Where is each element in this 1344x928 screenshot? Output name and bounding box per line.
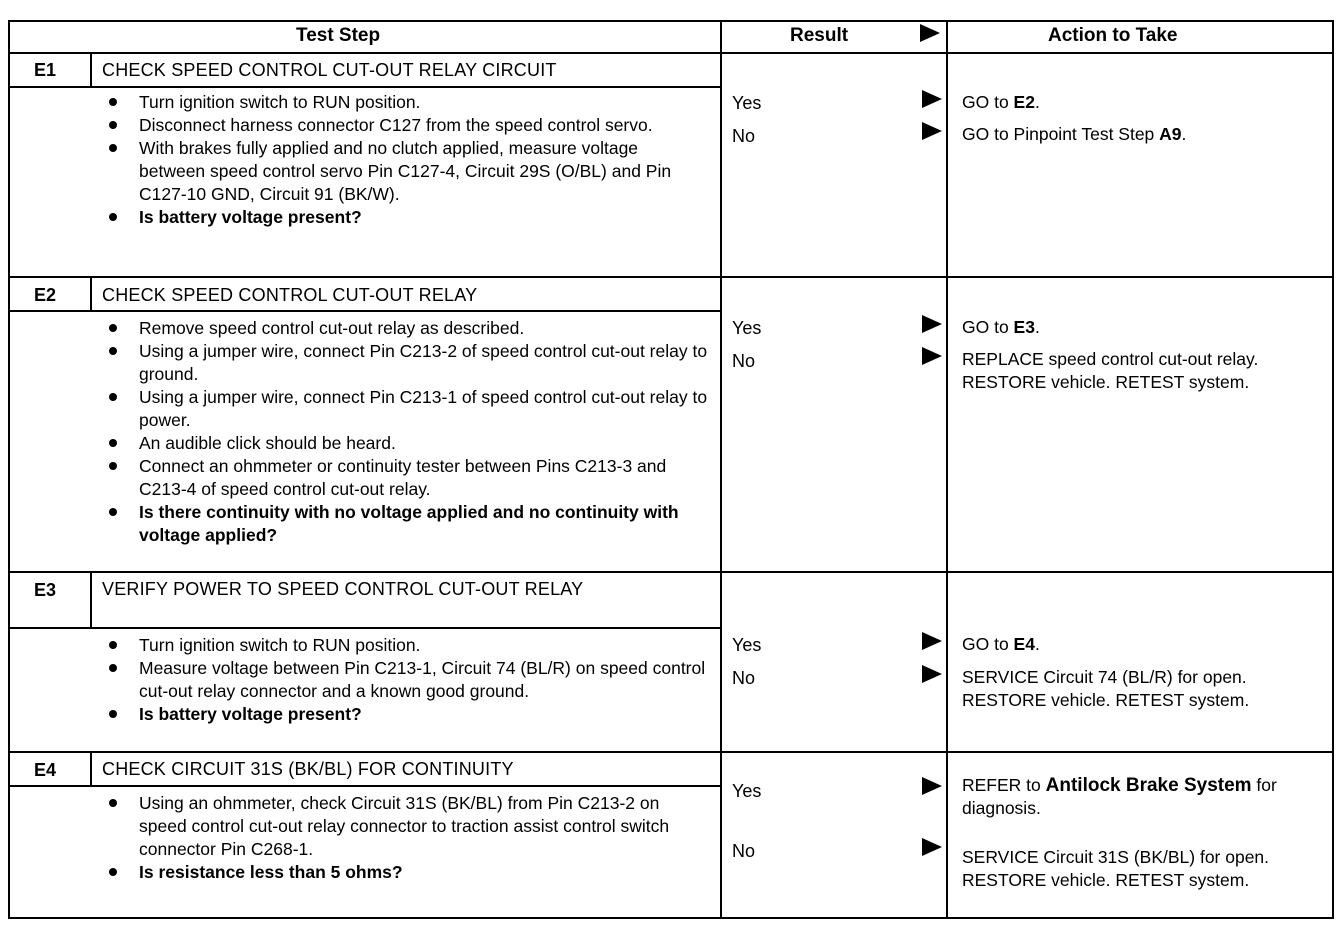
e2-title-underline [8, 310, 722, 312]
header-action: Action to Take [1048, 25, 1178, 46]
instruction-item: Remove speed control cut-out relay as described. [103, 317, 708, 340]
e3-id-divider [90, 571, 92, 629]
result-arrow-icon [922, 632, 942, 650]
action-text: GO to E3. [962, 317, 1040, 337]
e2-bottom-border [8, 571, 1334, 573]
e3-title-underline [8, 627, 722, 629]
step-instructions [103, 634, 708, 726]
instruction-item: Turn ignition switch to RUN position. [103, 91, 708, 114]
instruction-item: Turn ignition switch to RUN position. [103, 634, 708, 657]
result-arrow-icon [922, 90, 942, 108]
instruction-question: Is battery voltage present? [103, 206, 708, 229]
header-test-step: Test Step [296, 25, 381, 46]
instruction-question: Is battery voltage present? [103, 703, 708, 726]
action-text: REPLACE speed control cut-out relay. RESTORE vehicle. RETEST system. [962, 349, 1259, 392]
e3-bottom-border [8, 751, 1334, 753]
diagnostic-table [8, 20, 1334, 919]
step-id: E4 [34, 760, 57, 780]
instruction-item: Disconnect harness connector C127 from the speed control servo. [103, 114, 708, 137]
action-text: SERVICE Circuit 74 (BL/R) for open. RESTORE vehicle. RETEST system. [962, 667, 1250, 710]
result-yes: Yes [732, 93, 762, 113]
action-text: GO to E4. [962, 634, 1040, 654]
instruction-item: Using an ohmmeter, check Circuit 31S (BK/BL) from Pin C213-2 on speed control cut-out relay connector to traction assist control switch connector Pin C268-1. [103, 792, 708, 861]
e1-title-underline [8, 86, 722, 88]
result-arrow-icon [922, 315, 942, 333]
step-title: CHECK SPEED CONTROL CUT-OUT RELAY [102, 285, 478, 305]
instruction-item: Using a jumper wire, connect Pin C213-1 of speed control cut-out relay to power. [103, 386, 708, 432]
result-no: No [732, 126, 756, 146]
instruction-item: An audible click should be heard. [103, 432, 708, 455]
action-text: GO to Pinpoint Test Step A9. [962, 124, 1187, 144]
step-instructions [103, 91, 708, 229]
instruction-item: With brakes fully applied and no clutch applied, measure voltage between speed control servo Pin C127-4, Circuit 29S (O/BL) and Pin C127-10 GND, Circuit 91 (BK/W). [103, 137, 708, 206]
action-text: SERVICE Circuit 31S (BK/BL) for open. RESTORE vehicle. RETEST system. [962, 847, 1270, 890]
action-column-divider [946, 20, 948, 919]
header-bottom-border [8, 52, 1334, 54]
step-id: E3 [34, 580, 57, 600]
result-arrow-icon [922, 777, 942, 795]
result-no: No [732, 351, 756, 371]
result-arrow-icon [922, 347, 942, 365]
result-arrow-icon [922, 838, 942, 856]
e4-title-underline [8, 785, 722, 787]
e2-id-divider [90, 276, 92, 312]
instruction-question: Is resistance less than 5 ohms? [103, 861, 708, 884]
step-title: CHECK SPEED CONTROL CUT-OUT RELAY CIRCUIT [102, 60, 557, 80]
table-top-border [8, 20, 1334, 22]
result-no: No [732, 668, 756, 688]
result-arrow-icon [922, 122, 942, 140]
action-text: REFER to Antilock Brake System for diagnosis. [962, 775, 1277, 818]
step-id: E1 [34, 60, 57, 80]
step-title: VERIFY POWER TO SPEED CONTROL CUT-OUT RELAY [102, 579, 584, 599]
header-arrow-icon [920, 24, 940, 42]
step-instructions [103, 317, 708, 547]
result-yes: Yes [732, 635, 762, 655]
instruction-item: Using a jumper wire, connect Pin C213-2 of speed control cut-out relay to ground. [103, 340, 708, 386]
instruction-item: Measure voltage between Pin C213-1, Circuit 74 (BL/R) on speed control cut-out relay connector and a known good ground. [103, 657, 708, 703]
result-no: No [732, 841, 756, 861]
e4-id-divider [90, 751, 92, 787]
step-id: E2 [34, 285, 57, 305]
table-right-border [1332, 20, 1334, 919]
result-arrow-icon [922, 665, 942, 683]
result-yes: Yes [732, 318, 762, 338]
instruction-question: Is there continuity with no voltage applied and no continuity with voltage applied? [103, 501, 708, 547]
step-title: CHECK CIRCUIT 31S (BK/BL) FOR CONTINUITY [102, 759, 514, 779]
action-text: GO to E2. [962, 92, 1040, 112]
table-bottom-border [8, 917, 1334, 919]
step-instructions [103, 792, 708, 884]
e1-id-divider [90, 52, 92, 88]
e1-bottom-border [8, 276, 1334, 278]
instruction-item: Connect an ohmmeter or continuity tester between Pins C213-3 and C213-4 of speed control cut-out relay. [103, 455, 708, 501]
header-result: Result [790, 25, 849, 46]
result-yes: Yes [732, 781, 762, 801]
